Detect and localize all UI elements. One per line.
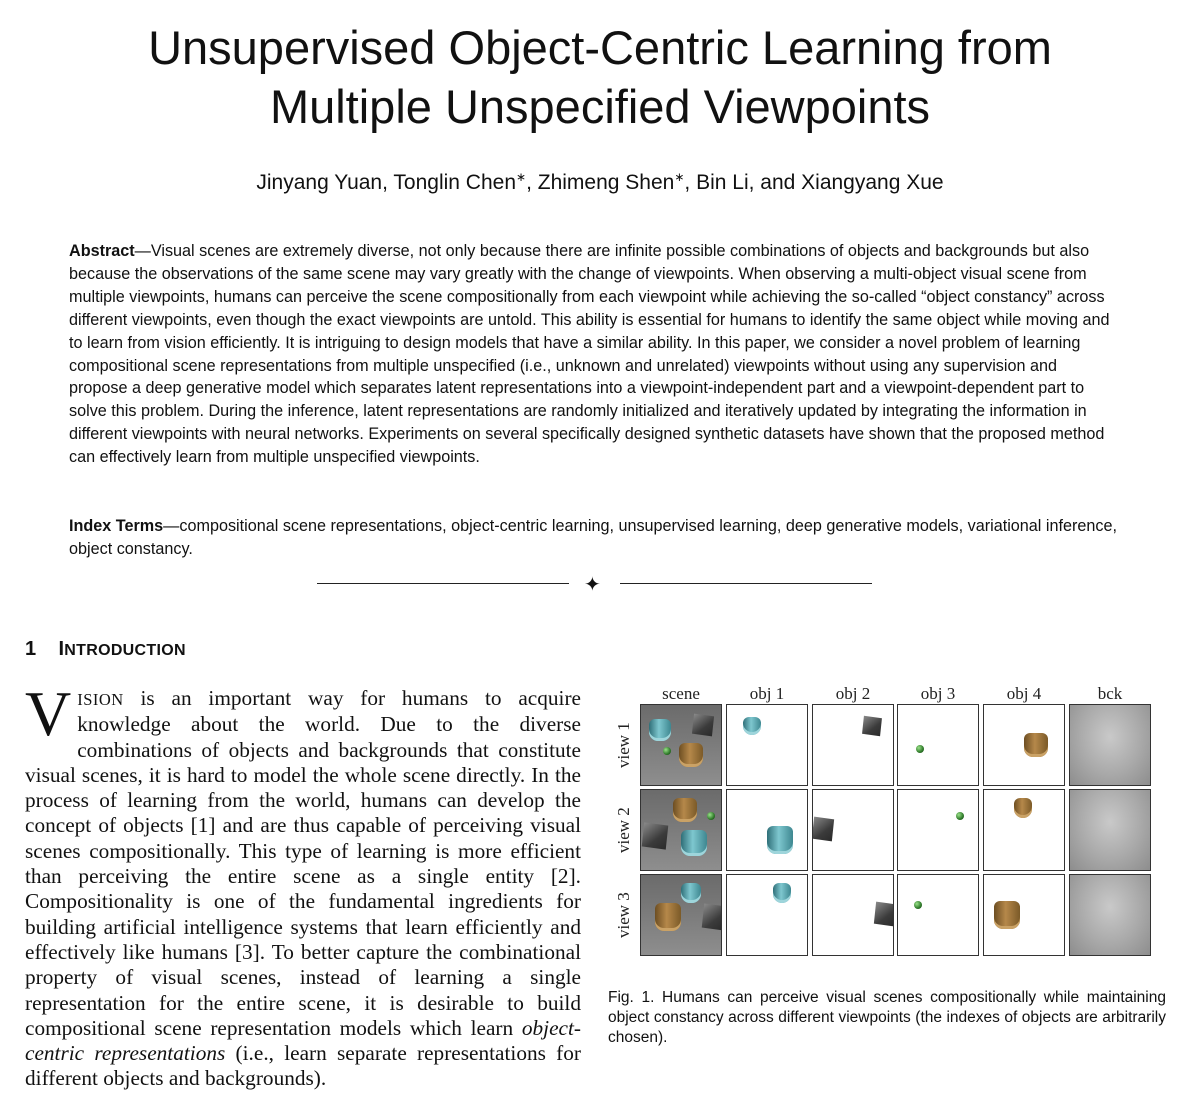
abstract [69, 240, 1119, 469]
object-mask-cell [812, 704, 894, 786]
author-list: Jinyang Yuan, Tonglin Chen∗, Zhimeng Shen∗, Bin Li, and Xiangyang Xue [256, 170, 944, 194]
cube-object [642, 822, 669, 849]
row-label: view 3 [614, 892, 633, 938]
cylinder-object [773, 883, 791, 903]
intro-emphasis: object-centric representations [25, 1015, 581, 1066]
paper-title [0, 18, 1200, 136]
sphere-object [956, 812, 964, 820]
section-title-rest: NTRODUCTION [64, 642, 186, 659]
equal-contribution-mark: ∗ [674, 170, 685, 184]
figure-1 [610, 680, 1170, 980]
background-cell [1069, 789, 1151, 871]
object-mask-cell [897, 874, 979, 956]
author-name: Xiangyang Xue [801, 171, 944, 194]
sphere-object [707, 812, 715, 820]
section-number: 1 [25, 638, 37, 660]
scene-view-1 [640, 704, 722, 786]
separator-line-right [620, 583, 872, 584]
cylinder-object [1014, 798, 1032, 818]
sphere-object [916, 745, 924, 753]
object-mask-cell [726, 789, 808, 871]
object-mask-cell [812, 789, 894, 871]
figure-caption: Fig. 1. Humans can perceive visual scenes compositionally while maintaining object constancy across different viewpoints (the indexes of objects are arbitrarily chosen). [608, 989, 1166, 1046]
cylinder-object [767, 826, 793, 854]
object-mask-cell [897, 704, 979, 786]
index-terms [69, 515, 1119, 561]
section-title-initial: I [58, 638, 65, 660]
cylinder-object [1024, 733, 1048, 757]
cube-object [692, 714, 714, 737]
cylinder-object [681, 883, 701, 903]
index-terms-text: —compositional scene representations, object-centric learning, unsupervised learning, deep generative models, variational inference, object constancy. [69, 517, 1117, 558]
section-heading [25, 638, 186, 661]
cube-object [874, 902, 894, 927]
background-cell [1069, 874, 1151, 956]
column-label: bck [1097, 684, 1123, 703]
cylinder-object [655, 903, 681, 931]
cylinder-object [673, 798, 697, 822]
cylinder-object [679, 743, 703, 767]
author-name: Zhimeng Shen [537, 171, 675, 194]
cylinder-object [681, 830, 707, 856]
cube-object [862, 716, 882, 737]
column-label: obj 1 [749, 684, 785, 703]
intro-paragraph: VISION is an important way for humans to acquire knowledge about the world. Due to the diverse combinations of objects and backgrounds that constitute visual scenes, it is hard to model the whole scene directly. In the process of learning from the world, humans can develop the concept of objects [1] and are thus capable of perceiving visual scenes compositionally. This type of learning is more efficient than perceiving the entire scene as a single entity [2]. Compositionality is one of the fundamental ingredients for building artificial intelligence systems that learn efficiently and effectively like humans [3]. To better capture the combinational property of visual scenes, instead of learning a single representation for the entire scene, it is desirable to build compositional scene representation models which learn object-centric representations (i.e., learn separate representations for different objects and backgrounds). [25, 678, 582, 1091]
background-cell [1069, 704, 1151, 786]
column-label: obj 2 [835, 684, 871, 703]
column-label: scene [662, 684, 700, 703]
index-terms-label: Index Terms [69, 517, 164, 535]
sphere-object [663, 747, 671, 755]
intro-smallcaps: ISION [77, 690, 124, 709]
object-mask-cell [726, 704, 808, 786]
object-mask-cell [812, 874, 894, 956]
cylinder-object [649, 719, 671, 741]
abstract-label: Abstract [69, 242, 135, 260]
row-label: view 1 [614, 722, 633, 768]
drop-cap: V [25, 678, 72, 749]
author-name: Jinyang Yuan [256, 171, 383, 194]
author-name: Bin Li [696, 171, 749, 194]
equal-contribution-mark: ∗ [516, 170, 527, 184]
scene-view-3 [640, 874, 722, 956]
cylinder-object [743, 717, 761, 735]
row-label: view 2 [614, 807, 633, 853]
title-line-2: Multiple Unspecified Viewpoints [269, 80, 931, 133]
separator-ornament: ✦ [584, 572, 601, 596]
object-mask-cell [983, 874, 1065, 956]
separator-line-left [317, 583, 569, 584]
object-mask-cell [983, 789, 1065, 871]
scene-view-2 [640, 789, 722, 871]
cube-object [702, 903, 722, 930]
object-mask-cell [726, 874, 808, 956]
cylinder-object [994, 901, 1020, 929]
abstract-text: —Visual scenes are extremely diverse, not only because there are infinite possible combinations of objects and backgrounds but also because the observations of the same scene may vary greatly with the change of viewpoints. When observing a multi-object visual scene from multiple viewpoints, humans can perceive the scene compositionally from each viewpoint while achieving the so-called “object constancy” across different viewpoints, even though the exact viewpoints are untold. This ability is essential for humans to identify the same object while moving and to learn from vision efficiently. It is intriguing to design models that have a similar ability. In this paper, we consider a novel problem of learning compositional scene representations from multiple unspecified (i.e., unknown and unrelated) viewpoints without using any supervision and propose a deep generative model which separates latent representations into a viewpoint-independent part and a viewpoint-dependent part to solve this problem. During the inference, latent representations are randomly initialized and iteratively updated by integrating the information in different viewpoints with neural networks. Experiments on several specifically designed synthetic datasets have shown that the proposed method can effectively learn from multiple unspecified viewpoints. [69, 242, 1110, 467]
author-name: Tonglin Chen [393, 171, 517, 194]
object-mask-cell [983, 704, 1065, 786]
sphere-object [914, 901, 922, 909]
column-label: obj 3 [920, 684, 956, 703]
title-line-1: Unsupervised Object-Centric Learning from [148, 21, 1052, 74]
object-mask-cell [897, 789, 979, 871]
cube-object [812, 817, 834, 842]
column-label: obj 4 [1006, 684, 1042, 703]
